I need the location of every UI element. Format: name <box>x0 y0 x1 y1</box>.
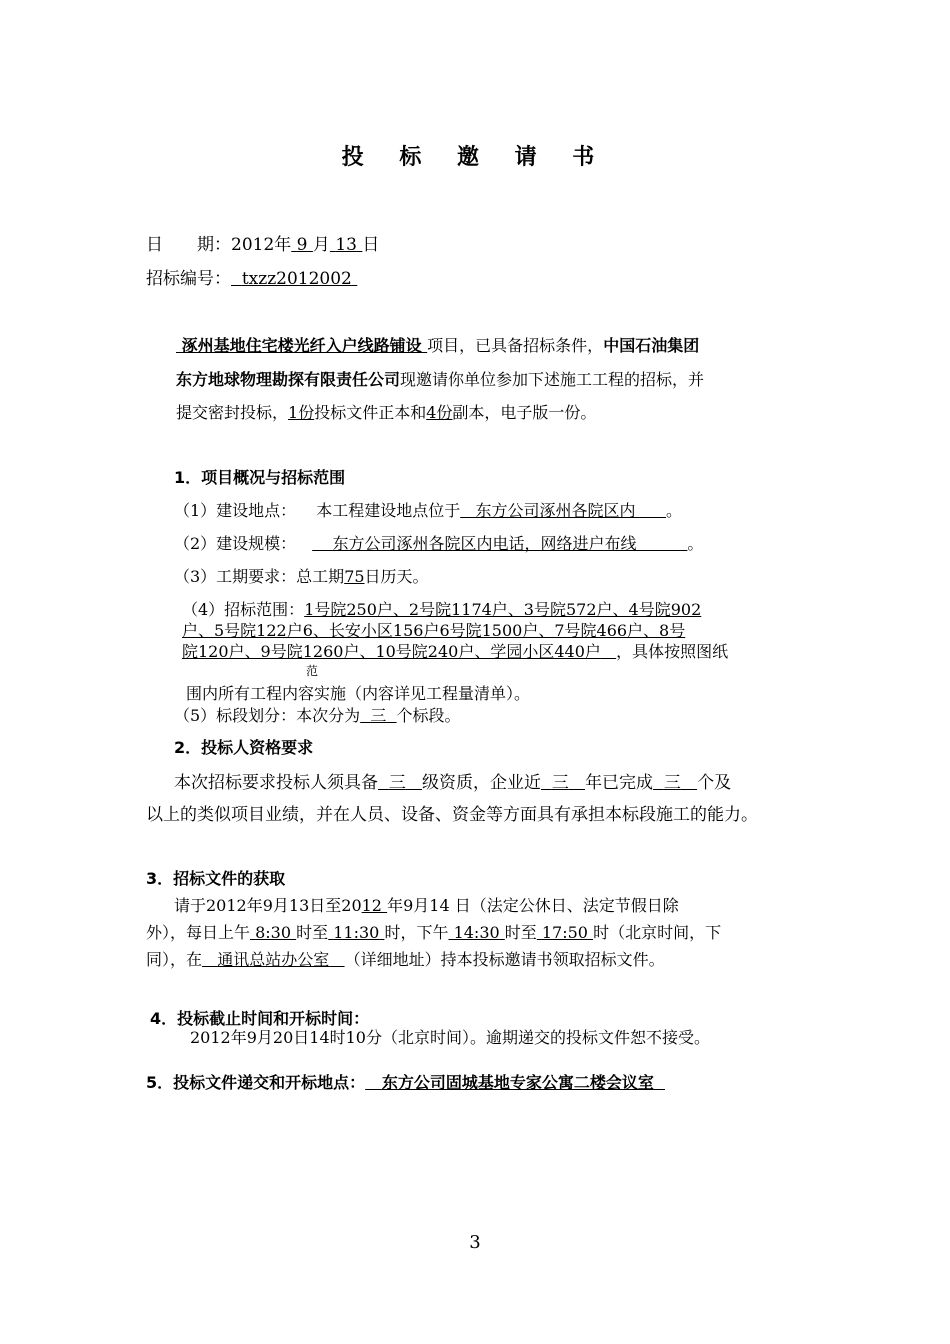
get-text-c: 年9月14 日（法定公休日、法定节假日除 <box>387 896 679 915</box>
req-count: 三 <box>663 773 681 793</box>
req-text-b: 级资质，企业近 <box>422 773 542 793</box>
section-1-item-4-small: 范 <box>306 664 319 678</box>
item-5-value: 三 <box>370 706 387 725</box>
section-5-heading: 5．投标文件递交和开标地点： <box>146 1073 366 1092</box>
section-1-item-4-line-1 <box>182 597 701 620</box>
req-years: 三 <box>551 773 569 793</box>
intro-text-4: 投标文件正本和 <box>314 403 427 422</box>
intro-copy-count: 4份 <box>426 403 453 422</box>
date-line <box>146 230 379 255</box>
section-2-line-2: 以上的类似项目业绩，并在人员、设备、资金等方面具有承担本标段施工的能力。 <box>146 805 758 825</box>
item-3-label: （3）工期要求：总工期 <box>174 567 345 586</box>
item-2-label: （2）建设规模： <box>174 534 297 553</box>
section-1-heading: 1．项目概况与招标范围 <box>174 468 346 487</box>
req-text-a: 本次招标要求投标人须具备 <box>174 773 378 793</box>
item-1-value: 东方公司涿州各院区内 <box>475 501 636 520</box>
req-text-d: 个及 <box>697 773 732 793</box>
section-1-item-4-line-2 <box>182 618 685 641</box>
bid-number-value: txzz2012002 <box>241 269 352 289</box>
intro-original-count: 1份 <box>288 403 315 422</box>
section-4-heading: 4．投标截止时间和开标时间： <box>150 1009 370 1028</box>
intro-company-1: 中国石油集团 <box>603 336 700 355</box>
section-1-item-3 <box>174 564 429 587</box>
item-3-value: 75 <box>344 567 365 586</box>
intro-text-3: 提交密封投标， <box>176 403 289 422</box>
get-text-3b: （详细地址）持本投标邀请书领取招标文件。 <box>344 950 665 969</box>
get-text-a: 请于2012年9月13日至20 <box>174 896 362 915</box>
pm-start: 14:30 <box>453 923 500 942</box>
date-day: 13 <box>335 235 357 255</box>
intro-text-1: 项目，已具备招标条件， <box>427 336 604 355</box>
am-start: 8:30 <box>255 923 292 942</box>
intro-project: 涿州基地住宅楼光纤入户线路铺设 <box>181 336 422 355</box>
page-number: 3 <box>469 1232 481 1253</box>
item-4-line-3-end: ，具体按照图纸 <box>616 642 729 661</box>
section-3-line-2 <box>146 920 721 943</box>
date-month: 9 <box>296 235 308 255</box>
bid-number-line <box>146 264 357 289</box>
section-1-item-4-line-4: 围内所有工程内容实施（内容详见工程量清单）。 <box>186 684 531 703</box>
req-grade: 三 <box>388 773 406 793</box>
section-1-item-2 <box>174 531 703 554</box>
item-1-text: 本工程建设地点位于 <box>316 501 461 520</box>
get-text-2a: 外），每日上午 <box>146 923 251 942</box>
intro-text-2: 现邀请你单位参加下述施工工程的招标，并 <box>400 370 705 389</box>
intro-line-3 <box>176 400 596 423</box>
page-title: 投 标 邀 请 书 <box>341 145 609 170</box>
item-4-label: （4）招标范围： <box>182 600 305 619</box>
section-3-line-3 <box>146 947 665 970</box>
item-4-line-2: 户、5号院122户6、长安小区156户6号院1500户、7号院466户、8号 <box>182 621 686 640</box>
section-1-item-1 <box>174 498 682 521</box>
item-2-value: 东方公司涿州各院区内电话，网络进户布线 <box>332 534 637 553</box>
section-3-heading: 3．招标文件的获取 <box>146 869 286 888</box>
date-year: 2012 <box>231 235 275 255</box>
pm-end: 17:50 <box>541 923 588 942</box>
get-text-2c: 时，下午 <box>384 923 449 942</box>
item-2-end: 。 <box>687 534 704 553</box>
item-4-line-1: 1号院250户、2号院1174户、3号院572户、4号院902 <box>304 600 702 619</box>
get-text-2e: 时（北京时间，下 <box>593 923 722 942</box>
am-end: 11:30 <box>333 923 380 942</box>
section-5-line <box>146 1070 665 1093</box>
date-month-unit: 月 <box>312 235 330 255</box>
section-1-item-4-line-3 <box>182 639 728 662</box>
section-5-value: 东方公司固城基地专家公寓二楼会议室 <box>381 1073 654 1092</box>
date-day-unit: 日 <box>362 235 380 255</box>
get-text-2b: 时至 <box>296 923 329 942</box>
get-year-suffix: 12 <box>361 896 382 915</box>
intro-text-5: 副本，电子版一份。 <box>452 403 597 422</box>
intro-company-2: 东方地球物理勘探有限责任公司 <box>176 370 401 389</box>
section-2-line-1 <box>174 768 731 793</box>
item-5-end: 个标段。 <box>396 706 461 725</box>
get-text-2d: 时至 <box>504 923 537 942</box>
section-4-line: 2012年9月20日14时10分（北京时间）。逾期递交的投标文件恕不接受。 <box>190 1028 710 1047</box>
item-1-end: 。 <box>666 501 683 520</box>
item-4-line-3: 院120户、9号院1260户、10号院240户、学园小区440户 <box>182 642 601 661</box>
bid-number-label: 招标编号： <box>146 269 231 289</box>
get-text-3a: 同），在 <box>146 950 203 969</box>
date-label: 日 期： <box>146 235 231 255</box>
req-text-c: 年已完成 <box>585 773 654 793</box>
intro-line-1 <box>176 333 699 356</box>
get-place: 通讯总站办公室 <box>217 950 330 969</box>
date-year-unit: 年 <box>274 235 292 255</box>
section-1-item-5 <box>174 703 461 726</box>
section-2-heading: 2．投标人资格要求 <box>174 738 314 757</box>
intro-line-2 <box>176 367 704 390</box>
section-3-line-1 <box>174 893 679 916</box>
item-5-label: （5）标段划分：本次分为 <box>174 706 361 725</box>
item-3-end: 日历天。 <box>364 567 429 586</box>
item-1-label: （1）建设地点： <box>174 501 297 520</box>
